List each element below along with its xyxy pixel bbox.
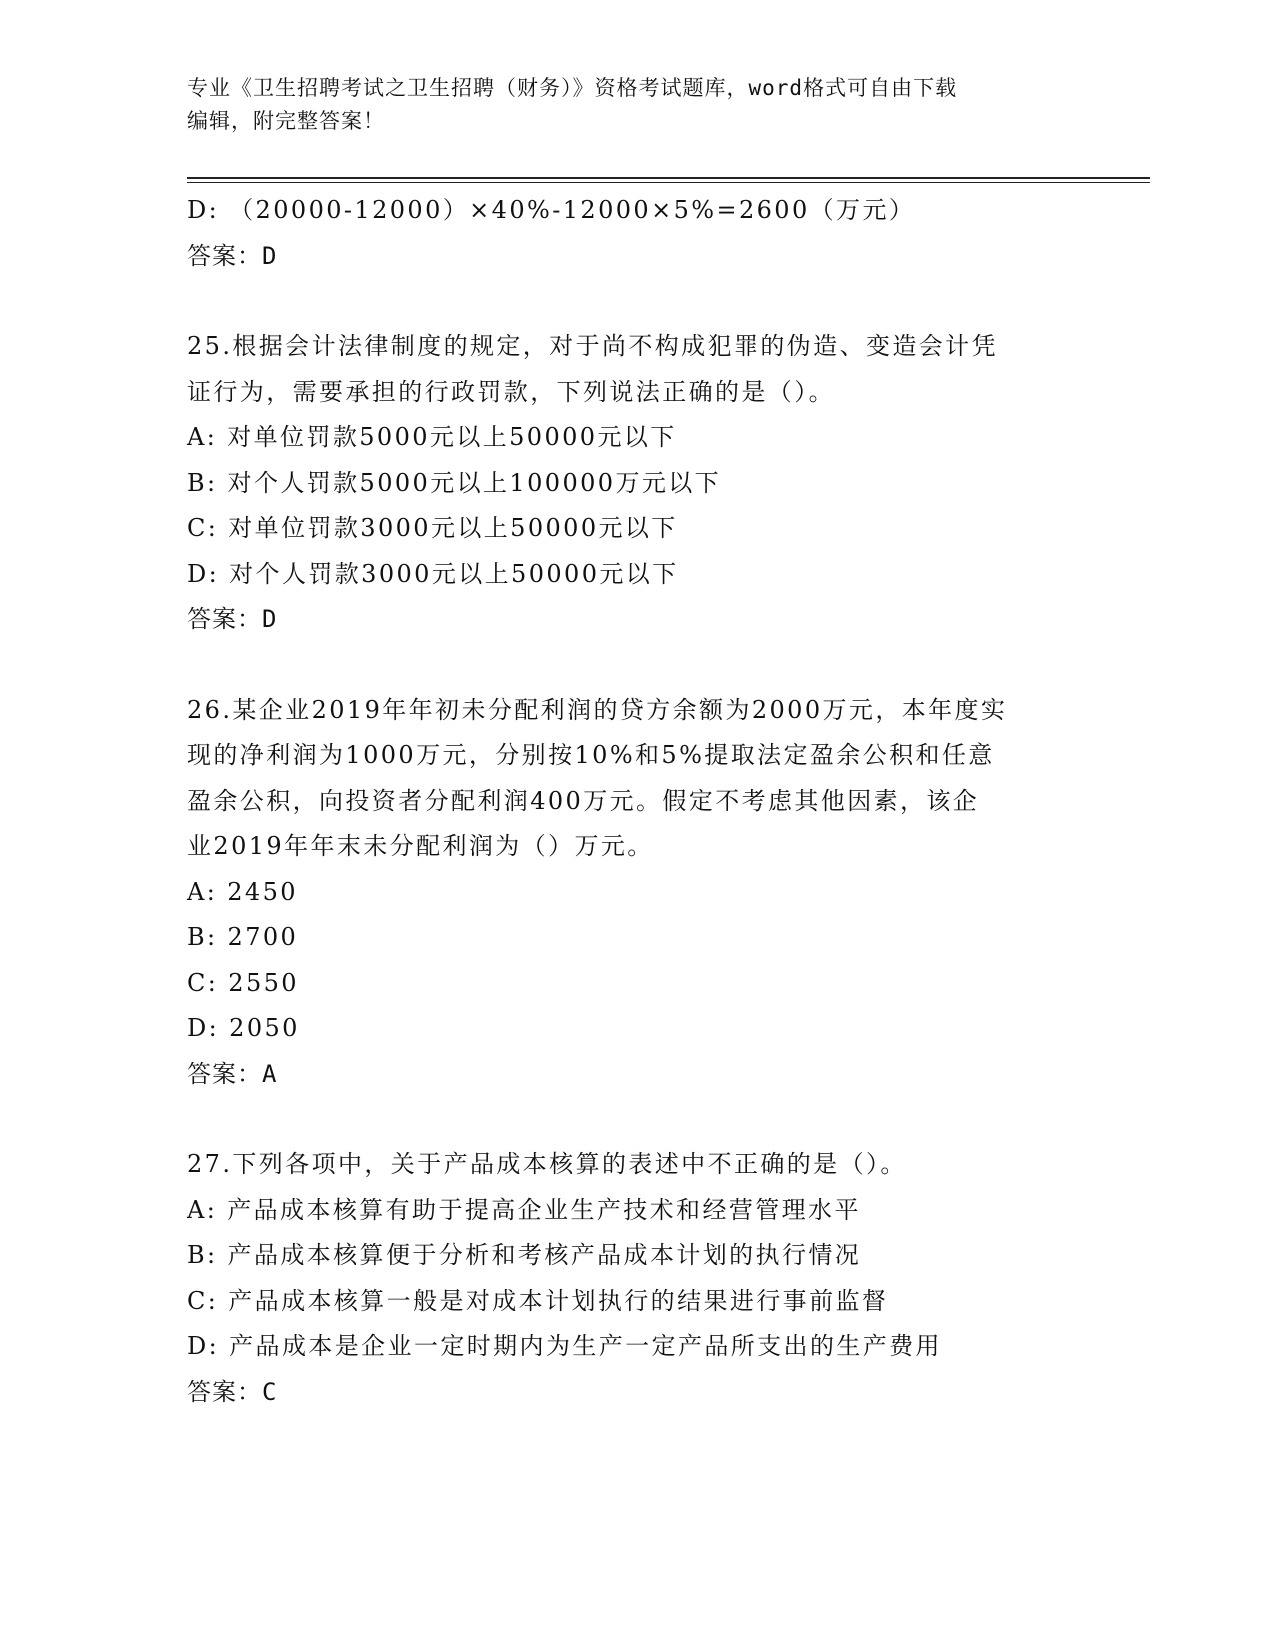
- question-26: [187, 688, 1087, 1098]
- question-25: [187, 324, 1087, 643]
- header-divider-thin: [187, 182, 1150, 183]
- option-d: D: 2050: [187, 1014, 300, 1042]
- question-stem: 证行为，需要承担的行政罚款，下列说法正确的是（）。: [187, 377, 835, 406]
- option-d: D: 对个人罚款3000元以上50000元以下: [187, 559, 679, 588]
- question-stem: 27.下列各项中，关于产品成本核算的表述中不正确的是（）。: [187, 1150, 907, 1178]
- option-a: A: 产品成本核算有助于提高企业生产技术和经营管理水平: [187, 1195, 861, 1224]
- option-c: C: 产品成本核算一般是对成本计划执行的结果进行事前监督: [187, 1286, 889, 1315]
- option-b: B: 2700: [187, 923, 299, 951]
- option-c: C: 2550: [187, 968, 299, 997]
- header-line-1: 专业《卫生招聘考试之卫生招聘（财务）》资格考试题库，word格式可自由下载: [187, 76, 958, 100]
- question-stem: 现的净利润为1000万元，分别按10%和5%提取法定盈余公积和任意: [187, 741, 995, 769]
- question-stem: 业2019年年末未分配利润为（）万元。: [187, 832, 654, 860]
- answer-line: 答案：D: [187, 605, 278, 633]
- previous-question-tail: [187, 188, 1087, 279]
- question-stem: 盈余公积，向投资者分配利润400万元。假定不考虑其他因素，该企: [187, 786, 980, 815]
- option-a: A: 对单位罚款5000元以上50000元以下: [187, 423, 677, 451]
- header-divider-thick: [187, 177, 1150, 179]
- option-a: A: 2450: [187, 877, 298, 906]
- document-header: [187, 72, 1067, 138]
- option-d: D: （20000-12000）×40%-12000×5%=2600（万元）: [187, 196, 916, 224]
- option-d: D: 产品成本是企业一定时期内为生产一定产品所支出的生产费用: [187, 1332, 942, 1360]
- answer-line: 答案：A: [187, 1059, 278, 1088]
- header-line-2: 编辑，附完整答案！: [187, 109, 385, 133]
- question-stem: 26.某企业2019年年初未分配利润的贷方余额为2000万元，本年度实: [187, 695, 1008, 724]
- option-b: B: 产品成本核算便于分析和考核产品成本计划的执行情况: [187, 1241, 862, 1269]
- question-27: [187, 1142, 1087, 1415]
- question-stem: 25.根据会计法律制度的规定，对于尚不构成犯罪的伪造、变造会计凭: [187, 332, 998, 360]
- option-b: B: 对个人罚款5000元以上100000万元以下: [187, 468, 722, 497]
- answer-line: 答案：D: [187, 241, 278, 270]
- option-c: C: 对单位罚款3000元以上50000元以下: [187, 514, 678, 542]
- answer-line: 答案：C: [187, 1377, 278, 1406]
- question-content: [187, 188, 1087, 1415]
